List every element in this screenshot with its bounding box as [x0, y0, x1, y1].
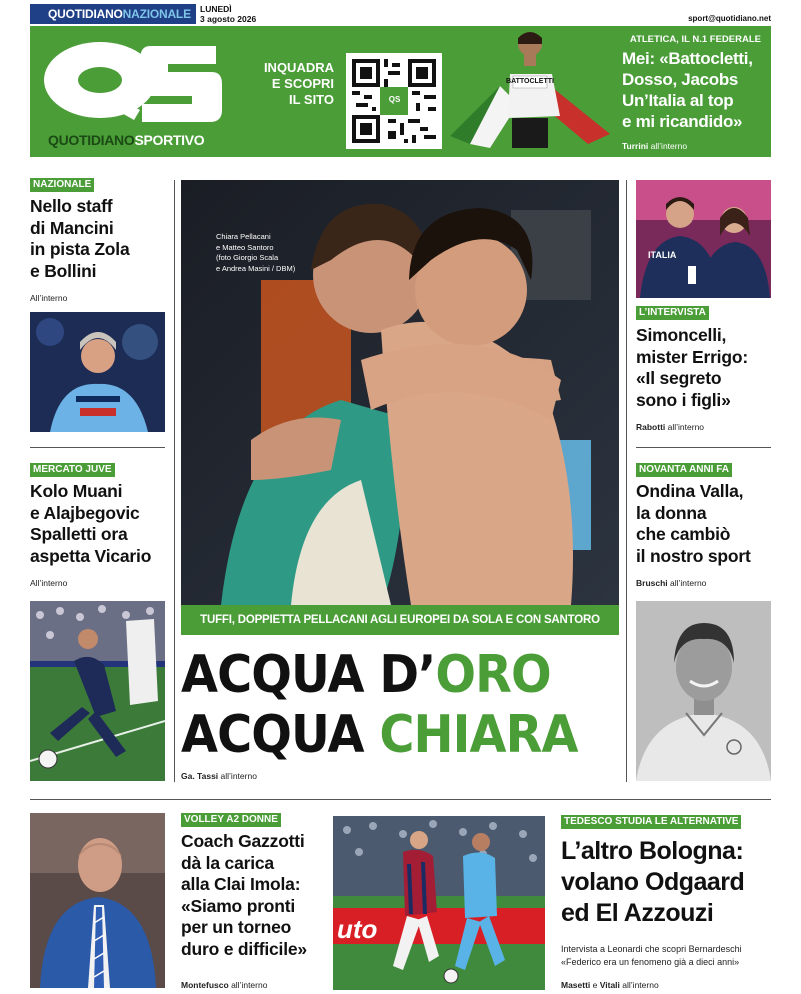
left-headline-2[interactable]: Kolo Muani e Alajbegovic Spalletti ora aspetta Vicario — [30, 481, 152, 566]
bottom-byline-2 — [561, 980, 659, 990]
lead-title-1-black: ACQUA D’ — [181, 645, 436, 705]
left-byline-2: All’interno — [30, 578, 68, 588]
issue-day: LUNEDÌ — [200, 4, 232, 14]
athlete-photo — [440, 26, 620, 157]
right-byline-2-name: Bruschi — [636, 578, 668, 588]
left-headline-1[interactable]: Nello staff di Mancini in pista Zola e Bollini — [30, 196, 130, 281]
bottom-headline-2[interactable]: L’altro Bologna: volano Odgaard ed El Azzouzi — [561, 837, 745, 927]
qs-logo-mark — [42, 36, 222, 124]
bottom-kicker-2: TEDESCO STUDIA LE ALTERNATIVE — [561, 815, 741, 829]
right-headline-2[interactable]: Ondina Valla, la donna che cambiò il nostro sport — [636, 481, 751, 566]
lead-title-2-green: CHIARA — [379, 705, 578, 765]
qr-center-label: QS — [388, 95, 401, 104]
lead-byline-rest: all’interno — [218, 771, 257, 781]
bottom-byline-1 — [181, 980, 267, 990]
left-photo-1[interactable] — [30, 312, 165, 432]
network-prefix: QUOTIDIANO — [48, 7, 123, 21]
bottom-photo-coach[interactable] — [30, 813, 165, 988]
right-byline-1-name: Rabotti — [636, 422, 666, 432]
issue-date-text: 3 agosto 2026 — [200, 14, 257, 24]
lead-photo-caption: Chiara Pellacani e Matteo Santoro (foto Giorgio Scala e Andrea Masini / DBM) — [216, 232, 296, 273]
right-byline-1-rest: all’interno — [665, 422, 705, 432]
left-divider — [30, 447, 165, 448]
network-suffix: NAZIONALE — [122, 7, 191, 21]
bottom-byline-2-a: Masetti — [561, 980, 591, 990]
brand-name — [48, 132, 204, 148]
teaser-kicker: ATLETICA, IL N.1 FEDERALE — [629, 34, 761, 45]
lead-byline-name: Ga. Tassi — [181, 771, 219, 781]
bottom-byline-2-rest: all’interno — [619, 980, 659, 990]
left-column-rule — [174, 180, 175, 782]
bottom-byline-2-mid: e — [590, 980, 600, 990]
brand-suffix: SPORTIVO — [134, 132, 205, 148]
athlete-bib: BATTOCLETTI — [506, 78, 554, 85]
bottom-kicker-1: VOLLEY A2 DONNE — [181, 813, 281, 827]
left-photo-2[interactable] — [30, 601, 165, 781]
lead-title[interactable] — [181, 645, 584, 765]
bottom-byline-2-b: Vitali — [599, 980, 620, 990]
qr-promo-text: INQUADRA E SCOPRI IL SITO — [263, 60, 334, 107]
bottom-headline-1[interactable]: Coach Gazzotti dà la carica alla Clai Imola: «Siamo pronti per un torneo duro e difficile» — [181, 831, 307, 959]
right-byline-2-rest: all’interno — [667, 578, 707, 588]
lead-title-line-2 — [181, 705, 584, 765]
issue-date — [200, 4, 256, 24]
qr-code[interactable] — [346, 53, 442, 149]
lead-title-line-1 — [181, 645, 584, 705]
left-kicker-2: MERCATO JUVE — [30, 463, 115, 477]
teaser-byline-name: Turrini — [622, 141, 649, 151]
bottom-byline-1-name: Montefusco — [181, 980, 229, 990]
lead-title-2-black: ACQUA — [181, 705, 380, 765]
left-kicker-1: NAZIONALE — [30, 178, 94, 192]
right-photo-2[interactable] — [636, 601, 771, 781]
right-kicker-2: NOVANTA ANNI FA — [636, 463, 732, 477]
teaser-byline-rest: all’interno — [648, 141, 688, 151]
right-photo-1-jersey: ITALIA — [648, 250, 677, 260]
lead-byline — [181, 771, 257, 781]
network-badge[interactable] — [30, 4, 196, 24]
teaser-byline — [622, 141, 687, 151]
lead-title-1-green: ORO — [435, 645, 551, 705]
bottom-photo-board-text: uto — [337, 914, 378, 944]
right-photo-1[interactable] — [636, 180, 771, 298]
bottom-photo-bologna[interactable] — [333, 816, 545, 990]
bottom-sub-2: Intervista a Leonardi che scopri Bernardeschi «Federico era un fenomeno già a dieci anni» — [561, 944, 742, 967]
brand-prefix: QUOTIDIANO — [48, 132, 135, 148]
right-kicker-1: L’INTERVISTA — [636, 306, 709, 320]
lead-strap: TUFFI, DOPPIETTA PELLACANI AGLI EUROPEI DA SOLA E CON SANTORO — [181, 605, 619, 635]
bottom-top-rule — [30, 799, 771, 800]
qs-logo[interactable] — [42, 36, 222, 124]
right-byline-1 — [636, 422, 704, 432]
right-byline-2 — [636, 578, 706, 588]
right-column-rule — [626, 180, 627, 782]
left-byline-1: All’interno — [30, 293, 68, 303]
teaser-headline[interactable]: Mei: «Battocletti, Dosso, Jacobs Un’Italia al top e mi ricandido» — [622, 49, 753, 131]
bottom-byline-1-rest: all’interno — [228, 980, 268, 990]
right-divider — [636, 447, 771, 448]
right-headline-1[interactable]: Simoncelli, mister Errigo: «Il segreto sono i figli» — [636, 325, 748, 410]
masthead-email[interactable]: sport@quotidiano.net — [688, 14, 771, 23]
